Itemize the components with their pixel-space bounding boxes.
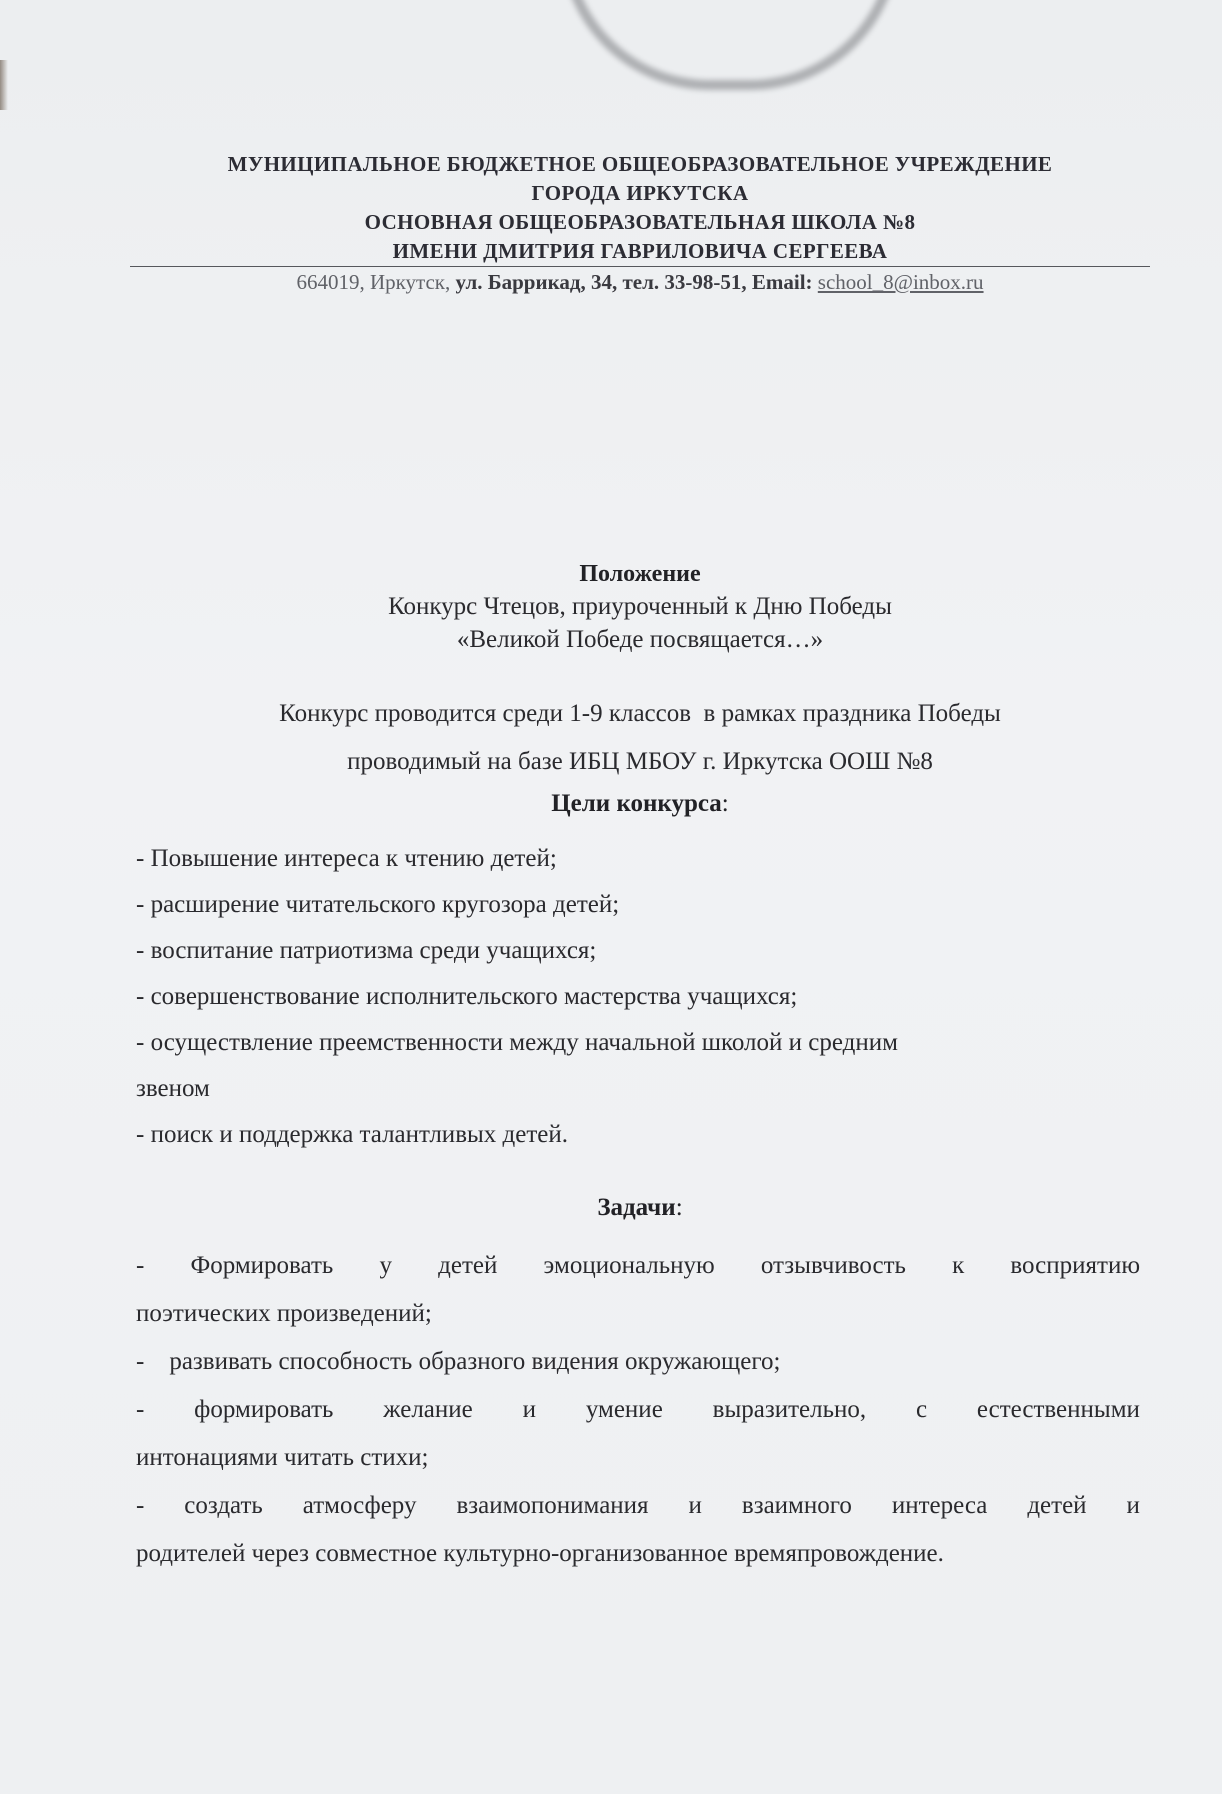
tasks-heading: Задачи: <box>597 1194 683 1221</box>
letterhead <box>130 150 1150 266</box>
goal-item: - поиск и поддержка талантливых детей. <box>136 1121 569 1148</box>
task-word: у <box>379 1252 392 1279</box>
task-word: формировать <box>194 1396 334 1423</box>
letterhead-line-2: ГОРОДА ИРКУТСКА <box>531 181 749 205</box>
letterhead-line-4: ИМЕНИ ДМИТРИЯ ГАВРИЛОВИЧА СЕРГЕЕВА <box>392 239 888 263</box>
contest-intro <box>130 690 1150 786</box>
task-word: с <box>915 1396 928 1423</box>
paper-edge-mark <box>0 60 8 110</box>
address-city: 664019, Иркутск, <box>296 270 456 294</box>
task-word: интереса <box>891 1492 988 1519</box>
paper-clip-shadow <box>560 0 900 90</box>
document-subtitle-1: Конкурс Чтецов, приуроченный к Дню Победы <box>388 593 892 620</box>
letterhead-divider <box>130 266 1150 267</box>
letterhead-line-1: МУНИЦИПАЛЬНОЕ БЮДЖЕТНОЕ ОБЩЕОБРАЗОВАТЕЛЬНОЕ УЧРЕЖДЕНИЕ <box>227 152 1053 176</box>
goal-item: - воспитание патриотизма среди учащихся; <box>136 937 597 964</box>
task-3-line-1 <box>136 1386 1140 1434</box>
tasks-heading-text: Задачи <box>597 1194 676 1221</box>
letterhead-line-3: ОСНОВНАЯ ОБЩЕОБРАЗОВАТЕЛЬНАЯ ШКОЛА №8 <box>364 210 916 234</box>
task-1-line-1 <box>136 1242 1140 1290</box>
task-word: отзывчивость <box>760 1252 906 1279</box>
task-word: - <box>136 1396 145 1423</box>
task-word: взаимопонимания <box>456 1492 649 1519</box>
task-word: и <box>522 1396 536 1423</box>
task-word: создать <box>184 1492 263 1519</box>
task-word: - <box>136 1492 145 1519</box>
intro-line-2: проводимый на базе ИБЦ МБОУ г. Иркутска ООШ №8 <box>347 748 933 775</box>
address-street-phone: ул. Баррикад, 34, тел. 33-98-51, Email: <box>455 270 813 294</box>
task-word: и <box>688 1492 702 1519</box>
task-word: восприятию <box>1010 1252 1140 1279</box>
goal-item: - расширение читательского кругозора детей; <box>136 891 620 918</box>
document-subtitle-2: «Великой Победе посвящается…» <box>456 626 824 653</box>
task-word: желание <box>383 1396 473 1423</box>
task-2: - развивать способность образного видения окружающего; <box>136 1348 781 1375</box>
goal-item: - Повышение интереса к чтению детей; <box>136 845 557 872</box>
task-word: и <box>1126 1492 1140 1519</box>
goals-heading-text: Цели конкурса <box>551 790 722 817</box>
goals-heading: Цели конкурса: <box>551 790 729 817</box>
task-word: взаимного <box>741 1492 852 1519</box>
intro-line-1: Конкурс проводится среди 1-9 классов в рамках праздника Победы <box>279 700 1001 727</box>
document-title-block <box>130 558 1150 656</box>
task-4-line-1 <box>136 1482 1140 1530</box>
school-address <box>130 270 1150 295</box>
task-word: Формировать <box>190 1252 334 1279</box>
task-word: детей <box>438 1252 498 1279</box>
task-word: детей <box>1027 1492 1087 1519</box>
task-word: - <box>136 1252 145 1279</box>
task-word: к <box>952 1252 965 1279</box>
tasks-list <box>136 1242 1140 1578</box>
task-1-line-2: поэтических произведений; <box>136 1300 432 1327</box>
task-word: естественными <box>976 1396 1140 1423</box>
task-3-line-2: интонациями читать стихи; <box>136 1444 429 1471</box>
goal-item: - осуществление преемственности между начальной школой и средним <box>136 1029 898 1056</box>
task-word: атмосферу <box>302 1492 417 1519</box>
task-4-line-2: родителей через совместное культурно-организованное времяпровождение. <box>136 1540 944 1567</box>
document-title: Положение <box>579 561 701 587</box>
task-word: умение <box>585 1396 663 1423</box>
task-word: эмоциональную <box>543 1252 715 1279</box>
goal-item-continued: звеном <box>136 1075 210 1102</box>
task-word: выразительно, <box>712 1396 867 1423</box>
goal-item: - совершенствование исполнительского мастерства учащихся; <box>136 983 798 1010</box>
email-link[interactable]: school_8@inbox.ru <box>817 270 984 294</box>
goals-list <box>136 836 1136 1158</box>
